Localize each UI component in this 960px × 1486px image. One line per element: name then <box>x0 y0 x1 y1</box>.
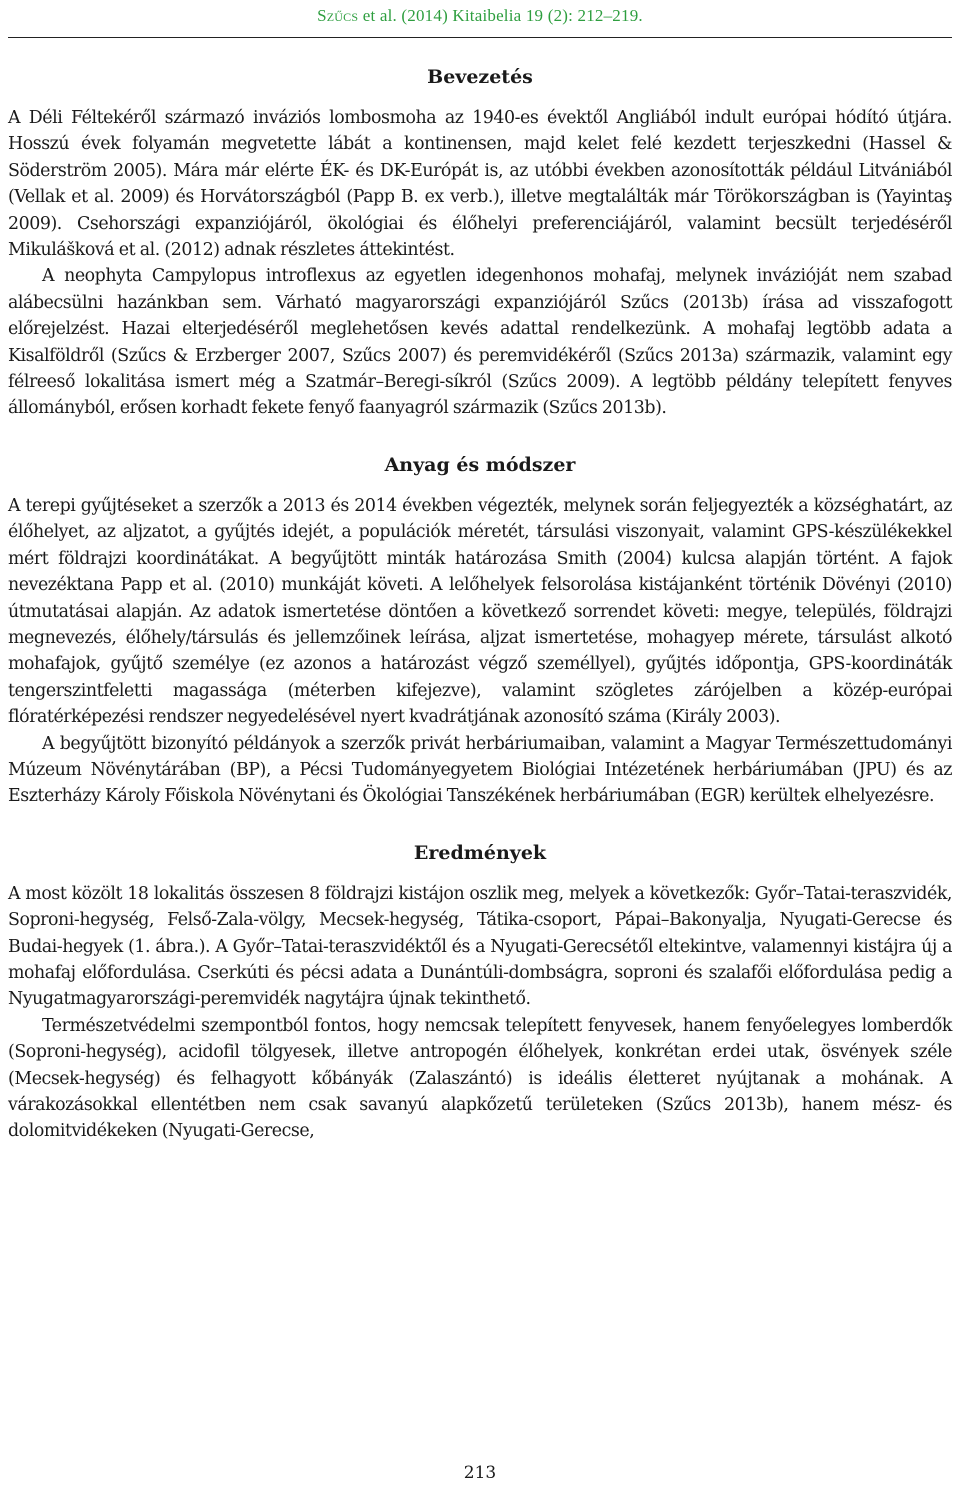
article-body <box>8 44 952 1145</box>
methods-paragraph-1: A terepi gyűjtéseket a szerzők a 2013 és 2014 években végezték, melynek során feljegyezték a községhatárt, az élőhelyet, az aljzatot, a gyűjtés idejét, a populációk méretét, társulási viszonyait, valamint GPS-készülékekkel mért földrajzi koordinátákat. A begyűjtött minták határozása Smith (2004) kulcsa alapján történt. A fajok nevezéktana Papp et al. (2010) munkáját követi. A lelőhelyek felsorolása kistájanként történik Dövényi (2010) útmutatásai alapján. Az adatok ismertetése döntően a következő sorrendet követi: megye, település, földrajzi megnevezés, élőhely/társulás és jellemzőinek leírása, aljzat ismertetése, mohagyep mérete, társulást alkotó mohafajok, gyűjtő személye (ez azonos a határozást végző személlyel), gyűjtés időpontja, GPS-koordináták tengerszintfeletti magassága (méterben kifejezve), valamint szögletes zárójelben a közép-európai flóratérképezési rendszer negyedelésével nyert kvadrátjának azonosító száma (Király 2003). <box>8 495 952 728</box>
methods-paragraph-2: A begyűjtött bizonyító példányok a szerzők privát herbáriumaiban, valamint a Magyar Természettudományi Múzeum Növénytárában (BP), a Pécsi Tudományegyetem Biológiai Intézetének herbáriumában (JPU) és az Eszterházy Károly Főiskola Növénytani és Ökológiai Tanszékének herbáriumában (EGR) kerültek elhelyezésre. <box>8 733 952 807</box>
section-title-results: Eredmények <box>413 841 547 864</box>
results-paragraph-1: A most közölt 18 lokalitás összesen 8 földrajzi kistájon oszlik meg, melyek a következők: Győr–Tatai-teraszvidék, Soproni-hegység, Felső-Zala-völgy, Mecsek-hegység, Tátika-csoport, Pápai–Bakonyalja, Nyugati-Gerecse és Budai-hegyek (1. ábra.). A Győr–Tatai-teraszvidéktől és a Nyugati-Gerecsétől eltekintve, valamennyi kistájra új a mohafaj előfordulása. Cserkúti és pécsi adata a Dunántúli-dombságra, soproni és szalafői előfordulása pedig a Nyugatmagyarországi-peremvidék nagytájra újnak tekinthető. <box>8 883 952 1010</box>
results-paragraph-2: Természetvédelmi szempontból fontos, hogy nemcsak telepített fenyvesek, hanem fenyőelegyes lomberdők (Soproni-hegység), acidofil tölgyesek, illetve antropogén élőhelyek, konkrétan erdei utak, ösvények széle (Mecsek-hegység) és felhagyott kőbányák (Zalaszántó) is ideális életteret nyújtanak a mohának. A várakozásokkal ellentétben nem csak savanyú alapkőzetű területeken (Szűcs 2013b), hanem mész- és dolomitvidékeken (Nyugati-Gerecse, <box>8 1015 952 1142</box>
header-citation: et al. (2014) Kitaibelia 19 (2): 212–219. <box>358 6 643 25</box>
header-author: Szűcs <box>317 6 359 25</box>
intro-paragraph-1: A Déli Féltekéről származó inváziós lombosmoha az 1940-es évektől Angliából indult európai hódító útjára. Hosszú évek folyamán megvetette lábát a kontinensen, majd kelet felé kezdett terjeszkedni (Hassel & Söderström 2005). Mára már elérte ÉK- és DK-Európát is, az utóbbi években azonosították például Litvániából (Vellak et al. 2009) és Horvátországból (Papp B. ex verb.), illetve megtalálták már Törökországban is (Yayintaş 2009). Csehországi expanziójáról, ökológiai és élőhelyi preferenciájáról, valamint becsült terjedéséről Mikulášková et al. (2012) adnak részletes áttekintést. <box>8 108 952 261</box>
intro-paragraph-2: A neophyta Campylopus introflexus az egyetlen idegenhonos mohafaj, melynek invázióját nem szabad alábecsülni hazánkban sem. Várható magyarországi expanziójáról Szűcs (2013b) írása ad visszafogott előrejelzést. Hazai elterjedéséről meglehetősen kevés adattal rendelkezünk. A mohafaj legtöbb adata a Kisalföldről (Szűcs & Erzberger 2007, Szűcs 2007) és peremvidékéről (Szűcs 2013a) származik, valamint egy félreeső lokalitása ismert még a Szatmár–Beregi-síkról (Szűcs 2009). A legtöbb példány telepített fenyves állományból, erősen korhadt fekete fenyő faanyagról származik (Szűcs 2013b). <box>8 266 952 419</box>
header-rule <box>8 37 952 38</box>
section-title-introduction: Bevezetés <box>427 66 533 88</box>
running-header <box>0 6 960 26</box>
section-title-methods: Anyag és módszer <box>384 453 576 476</box>
page-number: 213 <box>463 1463 497 1483</box>
